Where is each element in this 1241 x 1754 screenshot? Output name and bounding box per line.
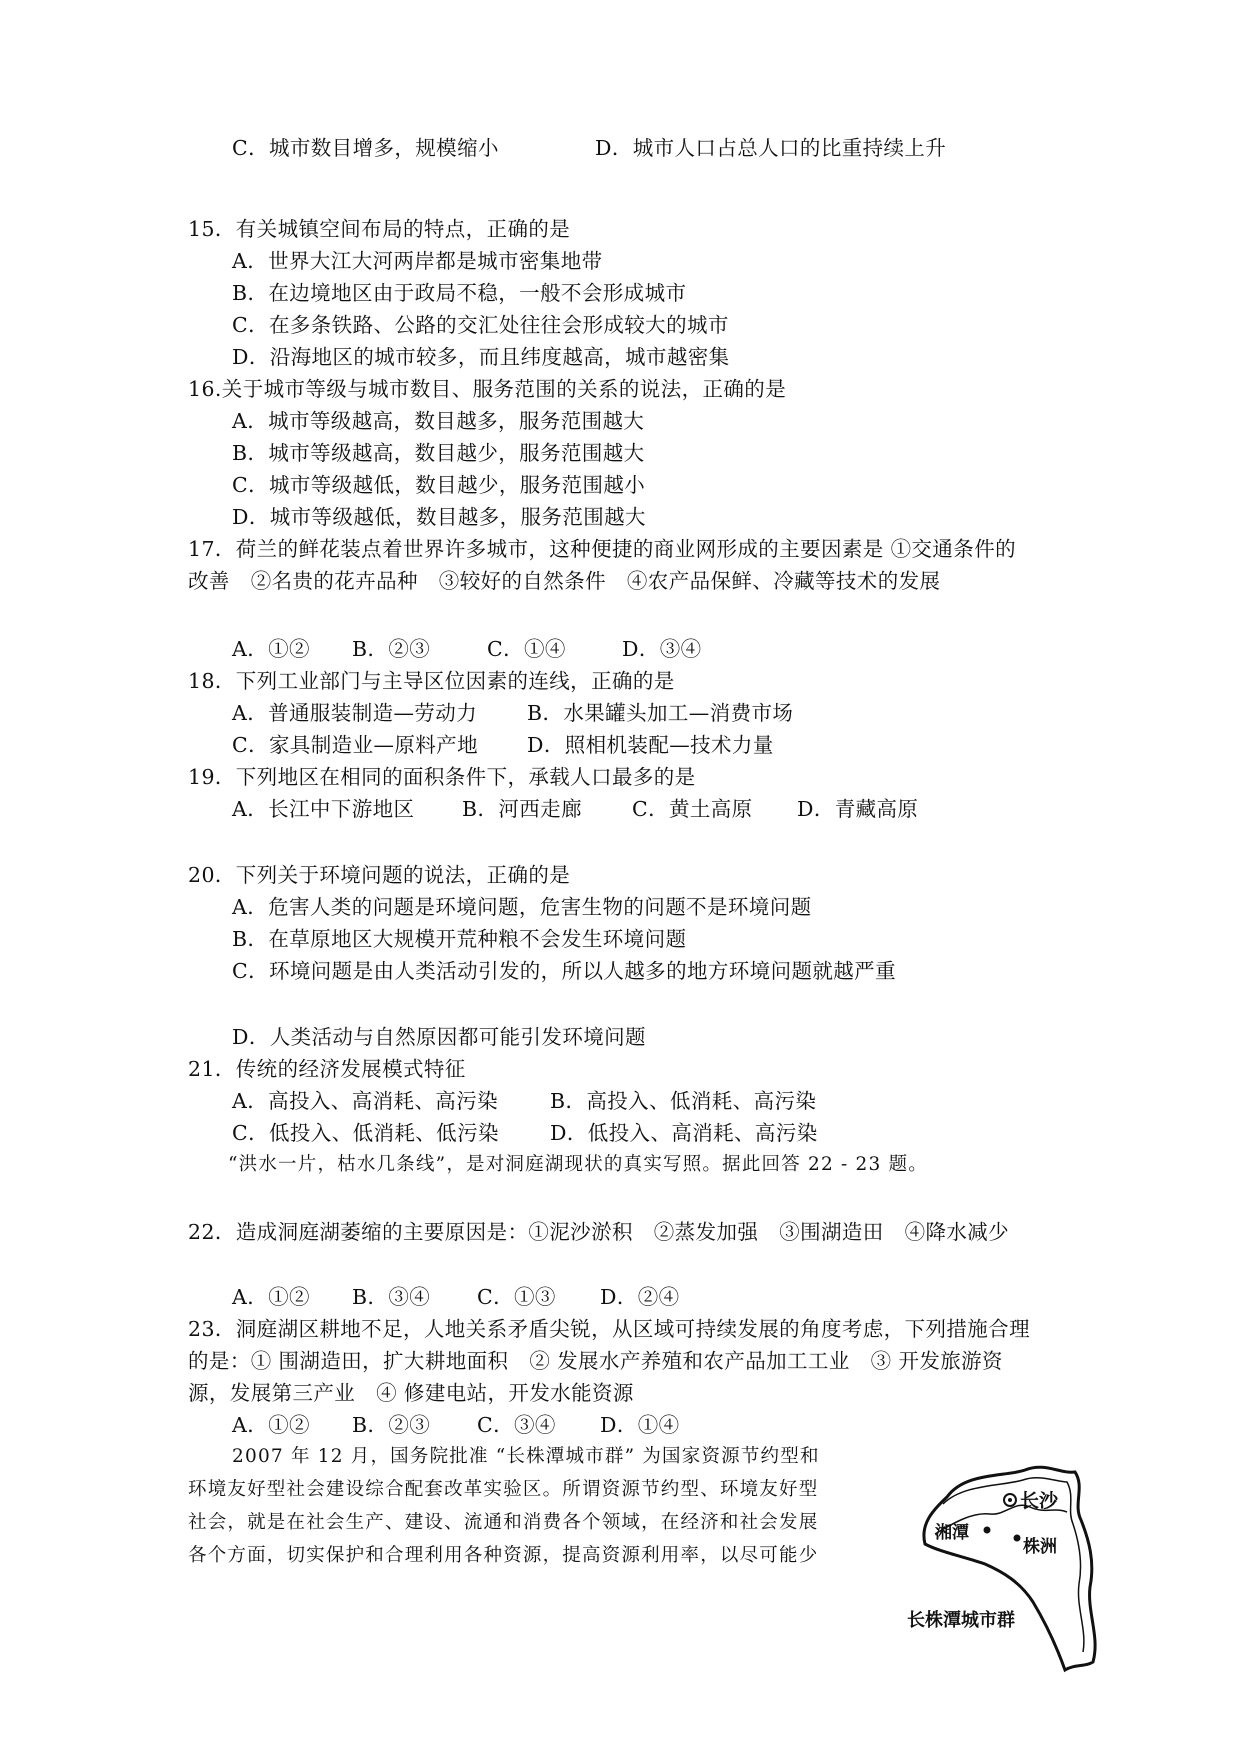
q21-option-d: D．低投入、高消耗、高污染 bbox=[550, 1121, 818, 1145]
q14-option-d: D．城市人口占总人口的比重持续上升 bbox=[595, 136, 947, 160]
q23-stem-line2: 的是：① 围湖造田，扩大耕地面积 ② 发展水产养殖和农产品加工工业 ③ 开发旅游资 bbox=[188, 1349, 1003, 1373]
q20-stem: 20．下列关于环境问题的说法，正确的是 bbox=[188, 863, 571, 887]
map-label-xiangtan: 湘潭 bbox=[935, 1523, 969, 1543]
q23-stem-line3: 源，发展第三产业 ④ 修建电站，开发水能资源 bbox=[188, 1381, 634, 1405]
q23-option-d: D．①④ bbox=[600, 1413, 680, 1437]
q16-option-b: B．城市等级越高，数目越少，服务范围越大 bbox=[232, 441, 645, 465]
q22-stem: 22．造成洞庭湖萎缩的主要原因是：①泥沙淤积 ②蒸发加强 ③围湖造田 ④降水减少 bbox=[188, 1220, 1010, 1244]
passage-line-3: 社会，就是在社会生产、建设、流通和消费各个领域，在经济和社会发展 bbox=[188, 1512, 819, 1533]
q16-option-d: D．城市等级越低，数目越多，服务范围越大 bbox=[232, 505, 646, 529]
q19-option-b: B．河西走廊 bbox=[462, 797, 582, 821]
q15-option-d: D．沿海地区的城市较多，而且纬度越高，城市越密集 bbox=[232, 345, 730, 369]
q18-stem: 18．下列工业部门与主导区位因素的连线，正确的是 bbox=[188, 669, 675, 693]
q21-option-b: B．高投入、低消耗、高污染 bbox=[550, 1089, 817, 1113]
q21-option-c: C．低投入、低消耗、低污染 bbox=[232, 1121, 499, 1145]
q19-option-d: D．青藏高原 bbox=[797, 797, 919, 821]
q18-option-d: D．照相机装配—技术力量 bbox=[527, 733, 774, 757]
q17-option-d: D．③④ bbox=[622, 637, 702, 661]
q23-option-b: B．②③ bbox=[352, 1413, 431, 1437]
q20-option-d: D．人类活动与自然原因都可能引发环境问题 bbox=[232, 1025, 646, 1049]
q20-option-b: B．在草原地区大规模开荒种粮不会发生环境问题 bbox=[232, 927, 687, 951]
q17-stem-line2: 改善 ②名贵的花卉品种 ③较好的自然条件 ④农产品保鲜、冷藏等技术的发展 bbox=[188, 569, 941, 593]
map-label-changsha: 长沙 bbox=[1020, 1490, 1059, 1512]
passage-line-2: 环境友好型社会建设综合配套改革实验区。所谓资源节约型、环境友好型 bbox=[188, 1479, 819, 1500]
q15-option-c: C．在多条铁路、公路的交汇处往往会形成较大的城市 bbox=[232, 313, 729, 337]
map-outline bbox=[924, 1467, 1095, 1670]
changsha-marker-dot-icon bbox=[1008, 1498, 1012, 1502]
q17-stem-line1: 17．荷兰的鲜花装点着世界许多城市，这种便捷的商业网形成的主要因素是 ①交通条件的 bbox=[188, 537, 1016, 561]
q19-stem: 19．下列地区在相同的面积条件下，承载人口最多的是 bbox=[188, 765, 696, 789]
q21-stem: 21．传统的经济发展模式特征 bbox=[188, 1057, 466, 1081]
q17-option-b: B．②③ bbox=[352, 637, 431, 661]
q18-option-a: A．普通服装制造—劳动力 bbox=[232, 701, 478, 725]
passage-line-1: 2007 年 12 月，国务院批准 “长株潭城市群” 为国家资源节约型和 bbox=[232, 1446, 820, 1467]
map-label-zhuzhou: 株洲 bbox=[1023, 1537, 1057, 1557]
passage-line-4: 各个方面，切实保护和合理利用各种资源，提高资源利用率，以尽可能少 bbox=[188, 1545, 819, 1566]
changzhutan-map bbox=[895, 1452, 1125, 1682]
q19-option-a: A．长江中下游地区 bbox=[232, 797, 415, 821]
q15-stem: 15．有关城镇空间布局的特点，正确的是 bbox=[188, 217, 571, 241]
q15-option-a: A．世界大江大河两岸都是城市密集地带 bbox=[232, 249, 603, 273]
q22-23-intro: “洪水一片，枯水几条线”，是对洞庭湖现状的真实写照。据此回答 22 - 23 题。 bbox=[228, 1154, 928, 1175]
q16-option-a: A．城市等级越高，数目越多，服务范围越大 bbox=[232, 409, 645, 433]
q20-option-c: C．环境问题是由人类活动引发的，所以人越多的地方环境问题就越严重 bbox=[232, 959, 896, 983]
q17-option-a: A．①② bbox=[232, 637, 310, 661]
q17-option-c: C．①④ bbox=[487, 637, 566, 661]
q14-option-c: C．城市数目增多，规模缩小 bbox=[232, 136, 499, 160]
q18-option-b: B．水果罐头加工—消费市场 bbox=[527, 701, 794, 725]
q16-stem: 16.关于城市等级与城市数目、服务范围的关系的说法，正确的是 bbox=[188, 377, 787, 401]
q23-stem-line1: 23．洞庭湖区耕地不足，人地关系矛盾尖锐，从区域可持续发展的角度考虑，下列措施合理 bbox=[188, 1317, 1030, 1341]
q22-option-d: D．②④ bbox=[600, 1285, 680, 1309]
q20-option-a: A．危害人类的问题是环境问题，危害生物的问题不是环境问题 bbox=[232, 895, 812, 919]
q18-option-c: C．家具制造业—原料产地 bbox=[232, 733, 478, 757]
q23-option-c: C．③④ bbox=[477, 1413, 556, 1437]
q16-option-c: C．城市等级越低，数目越少，服务范围越小 bbox=[232, 473, 646, 497]
q22-option-b: B．③④ bbox=[352, 1285, 431, 1309]
map-caption: 长株潭城市群 bbox=[907, 1610, 1015, 1631]
xiangtan-marker-icon bbox=[984, 1527, 991, 1534]
q23-option-a: A．①② bbox=[232, 1413, 310, 1437]
q22-option-c: C．①③ bbox=[477, 1285, 556, 1309]
q22-option-a: A．①② bbox=[232, 1285, 310, 1309]
zhuzhou-marker-icon bbox=[1014, 1535, 1021, 1542]
q15-option-b: B．在边境地区由于政局不稳，一般不会形成城市 bbox=[232, 281, 687, 305]
q21-option-a: A．高投入、高消耗、高污染 bbox=[232, 1089, 499, 1113]
q19-option-c: C．黄土高原 bbox=[632, 797, 753, 821]
